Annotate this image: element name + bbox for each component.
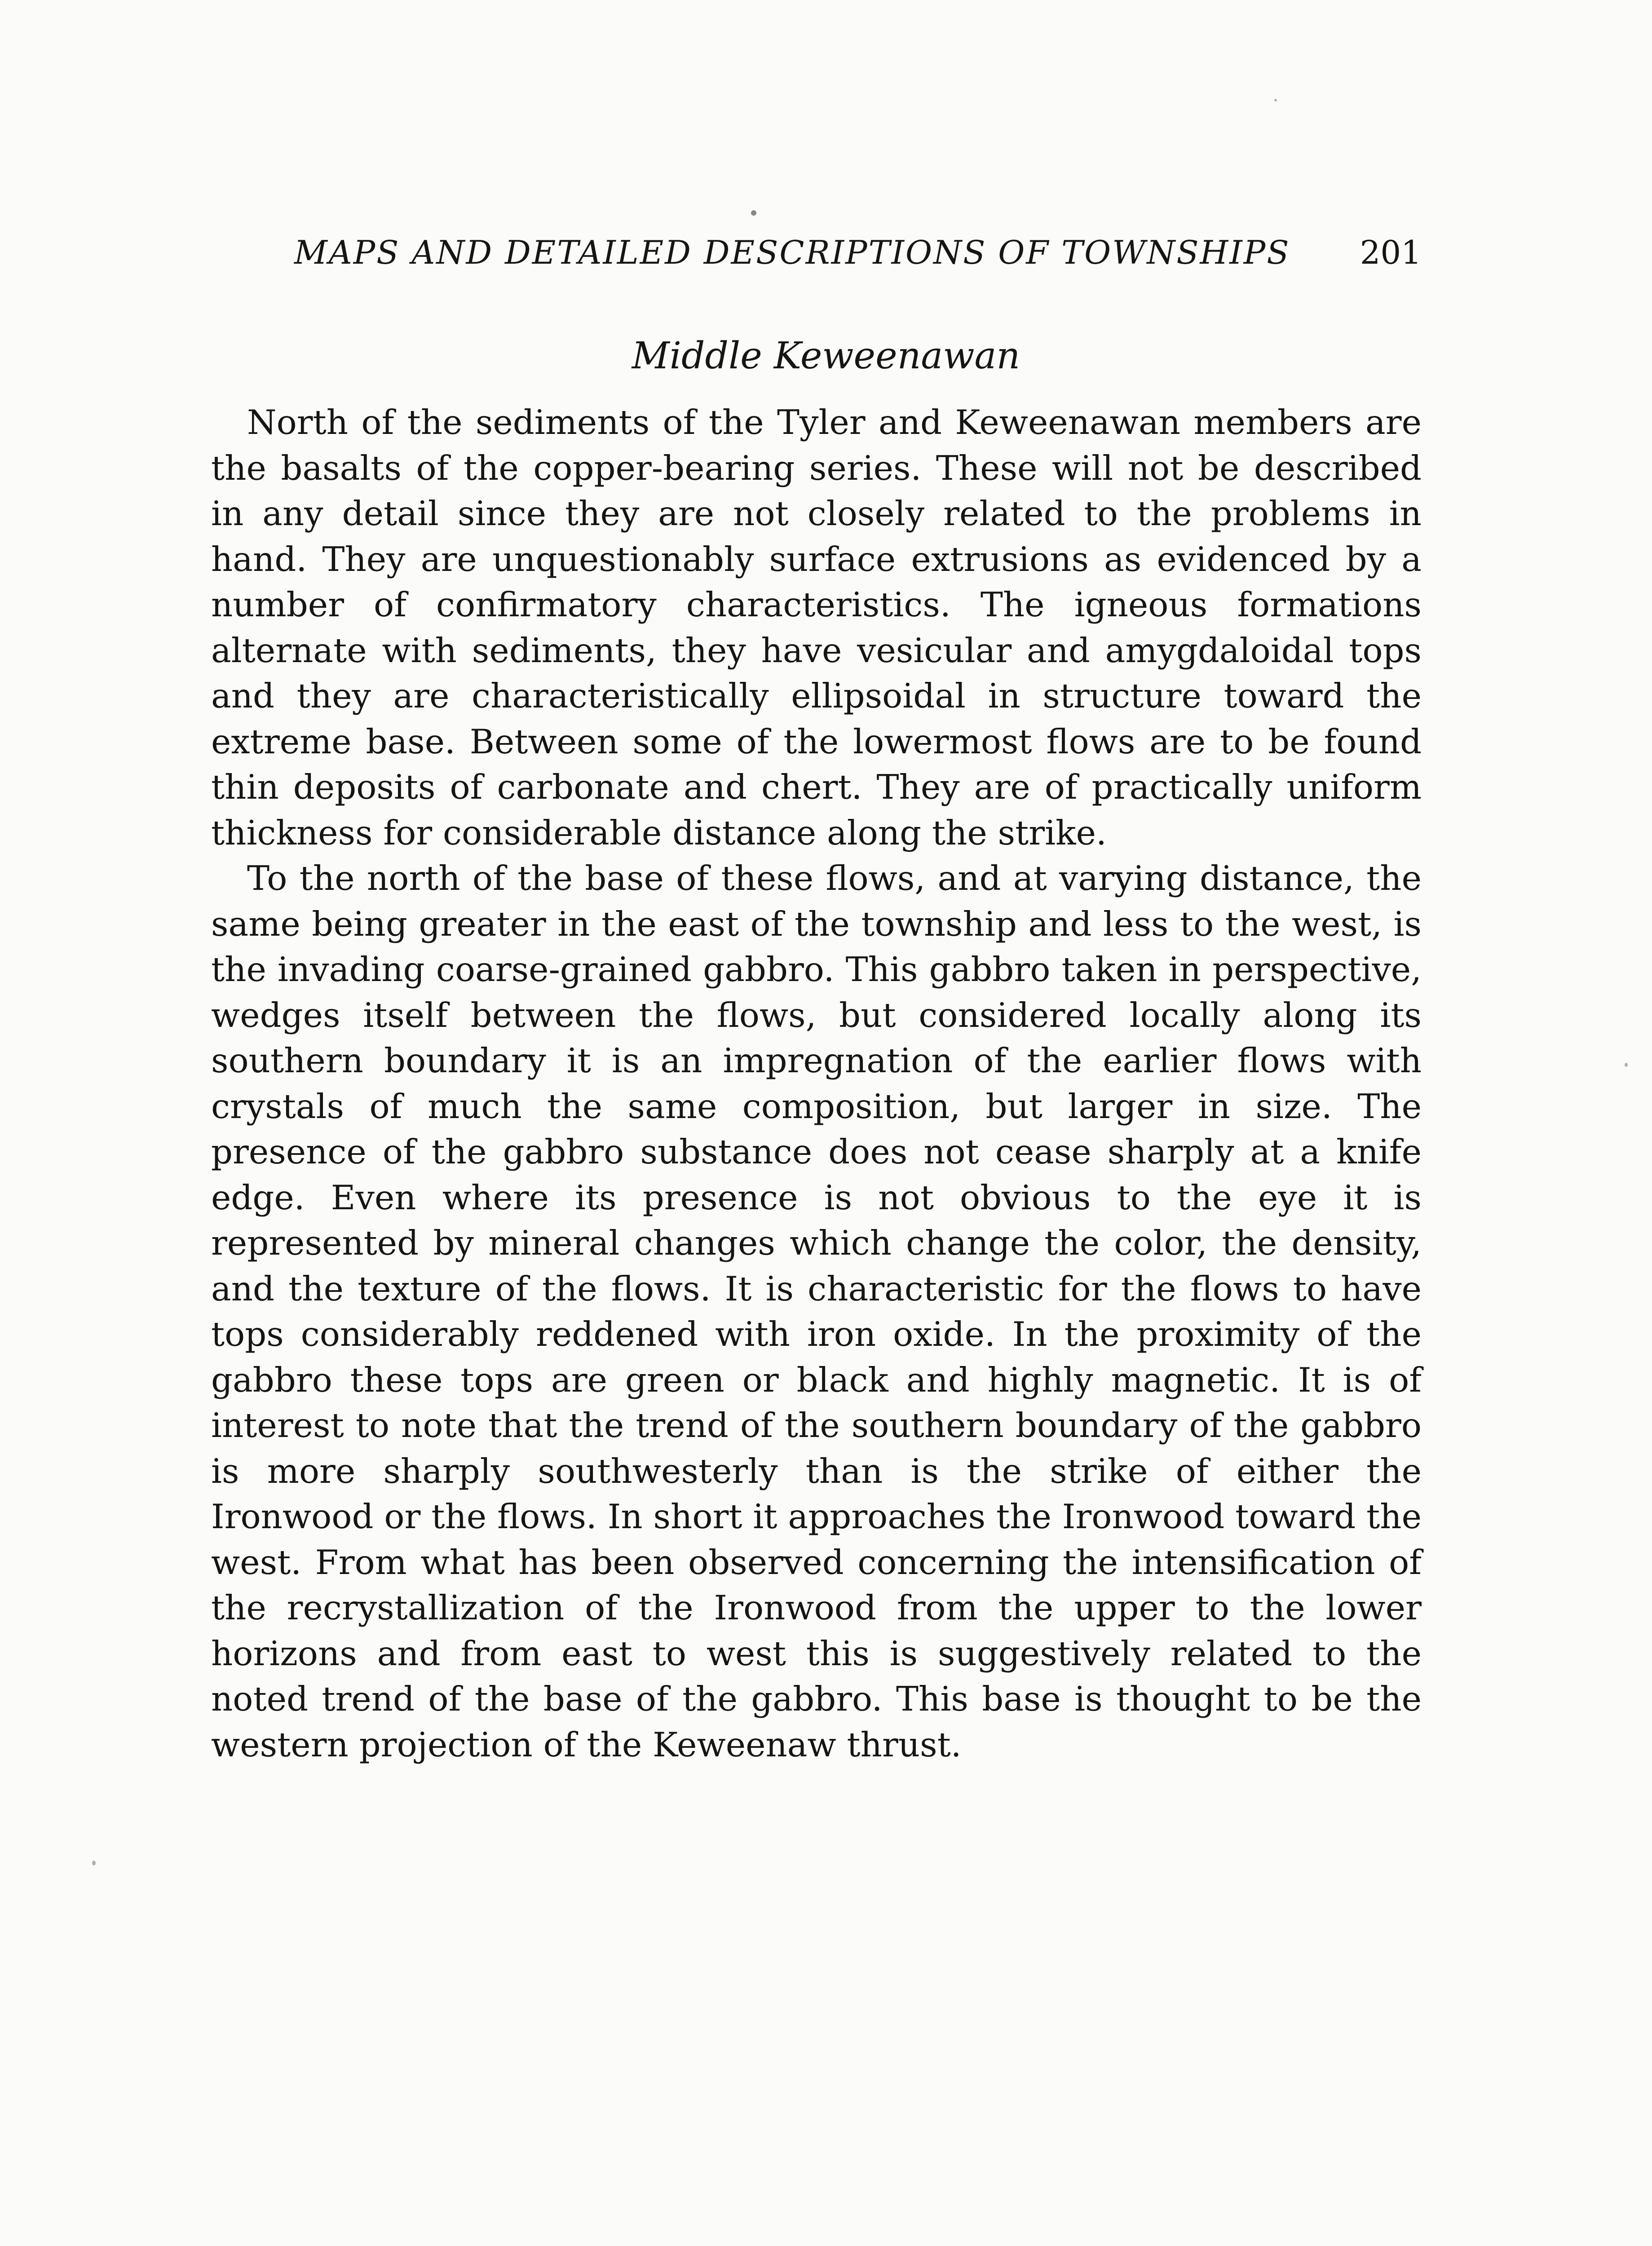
- page-number: 201: [1360, 234, 1422, 271]
- body-text: [211, 400, 1422, 1768]
- page-header: [294, 234, 1422, 283]
- scan-speck: [751, 210, 756, 216]
- section-title: Middle Keweenawan: [632, 335, 1020, 377]
- running-head: MAPS AND DETAILED DESCRIPTIONS OF TOWNSHIPS: [294, 234, 1290, 271]
- scan-speck: [1274, 99, 1277, 102]
- paragraph-2: To the north of the base of these flows, and at varying distance, the same being greater in the east of the township and less to the west, is the invading coarse-grained gabbro. This gabbro taken in perspective, wedges itself between the flows, but considered locally along its southern boundary it is an impregnation of the earlier flows with crystals of much the same composition, but larger in size. The presence of the gabbro substance does not cease sharply at a knife edge. Even where its presence is not obvious to the eye it is represented by mineral changes which change the color, the density, and the texture of the flows. It is characteristic for the flows to have tops considerably reddened with iron oxide. In the proximity of the gabbro these tops are green or black and highly magnetic. It is of interest to note that the trend of the southern boundary of the gabbro is more sharply southwesterly than is the strike of either the Ironwood or the flows. In short it approaches the Ironwood toward the west. From what has been observed concerning the intensification of the recrystallization of the Ironwood from the upper to the lower horizons and from east to west this is suggestively related to the noted trend of the base of the gabbro. This base is thought to be the western projection of the Keweenaw thrust.: [211, 858, 1422, 1764]
- paragraph-1: North of the sediments of the Tyler and Keweenawan members are the basalts of the copper-bearing series. These will not be described in any detail since they are not closely related to the problems in hand. They are unquestionably surface extrusions as evidenced by a number of confirmatory characteristics. The igneous formations alternate with sediments, they have vesicular and amygdaloidal tops and they are characteristically ellipsoidal in structure toward the extreme base. Between some of the lowermost flows are to be found thin deposits of carbonate and chert. They are of practically uniform thickness for considerable distance along the strike.: [211, 402, 1422, 853]
- scan-speck: [1625, 1063, 1628, 1067]
- scan-speck: [92, 1861, 96, 1866]
